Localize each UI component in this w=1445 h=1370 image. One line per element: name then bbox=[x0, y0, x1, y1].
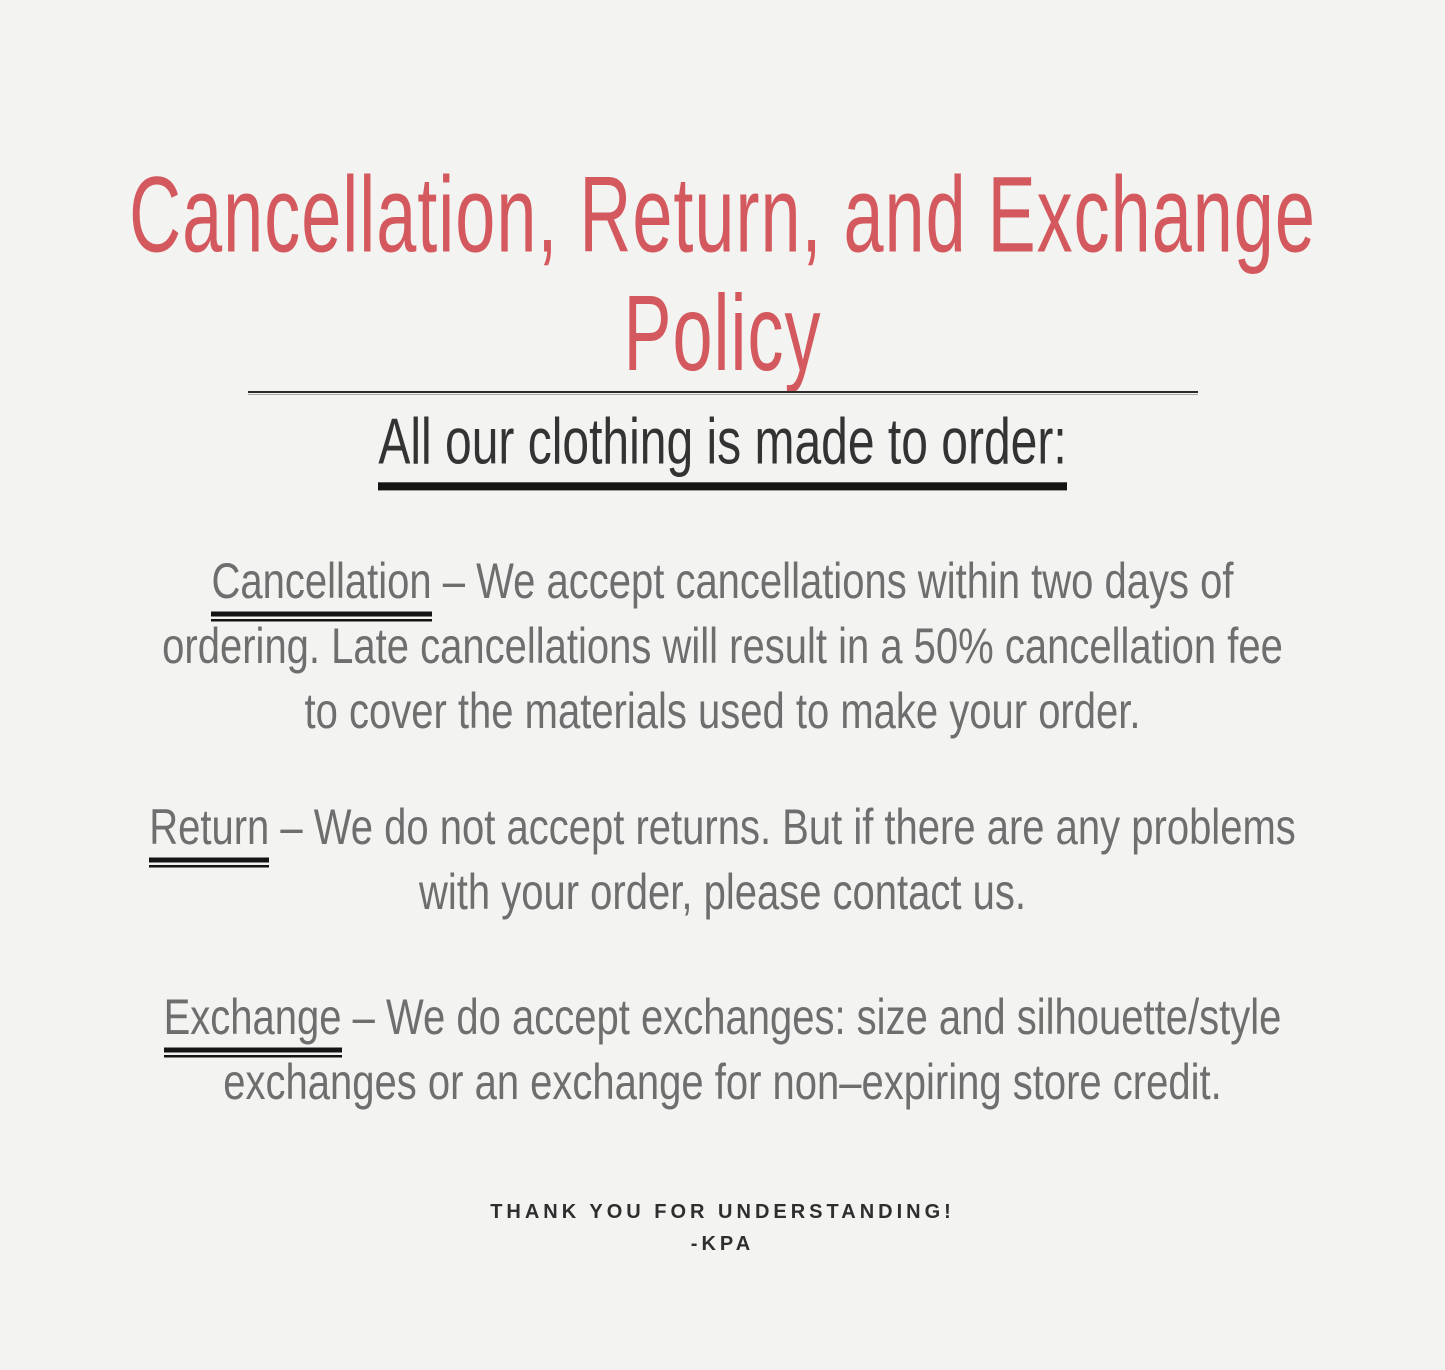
return-line1-rest: – We do not accept returns. But if there are any problems bbox=[269, 800, 1296, 855]
cancellation-paragraph bbox=[0, 549, 1445, 744]
cancellation-line2: ordering. Late cancellations will result in a 50% cancellation fee bbox=[162, 619, 1283, 674]
return-term: Return bbox=[149, 800, 269, 868]
page-title bbox=[0, 157, 1445, 395]
cancellation-line1-rest: – We accept cancellations within two days of bbox=[431, 554, 1234, 609]
subtitle-heading bbox=[0, 404, 1445, 482]
exchange-line1-rest: – We do accept exchanges: size and silhouette/style bbox=[341, 990, 1282, 1045]
footer bbox=[0, 1196, 1445, 1260]
cancellation-line3: to cover the materials used to make your order. bbox=[304, 684, 1141, 739]
cancellation-line1 bbox=[0, 549, 1445, 614]
exchange-line1 bbox=[0, 985, 1445, 1050]
title-divider bbox=[248, 391, 1198, 395]
exchange-term: Exchange bbox=[164, 990, 342, 1058]
exchange-paragraph bbox=[0, 985, 1445, 1115]
subtitle-text: All our clothing is made to order: bbox=[378, 407, 1066, 491]
return-line1 bbox=[0, 795, 1445, 860]
return-line2: with your order, please contact us. bbox=[419, 865, 1026, 920]
cancellation-term: Cancellation bbox=[211, 554, 431, 622]
footer-thanks: THANK YOU FOR UNDERSTANDING! bbox=[490, 1201, 955, 1223]
exchange-line2: exchanges or an exchange for non–expiring store credit. bbox=[223, 1055, 1222, 1110]
return-paragraph bbox=[0, 795, 1445, 925]
page-title-line1: Cancellation, Return, and Exchange bbox=[129, 155, 1316, 276]
footer-signature: -KPA bbox=[690, 1233, 755, 1255]
page-title-line2: Policy bbox=[623, 274, 822, 395]
